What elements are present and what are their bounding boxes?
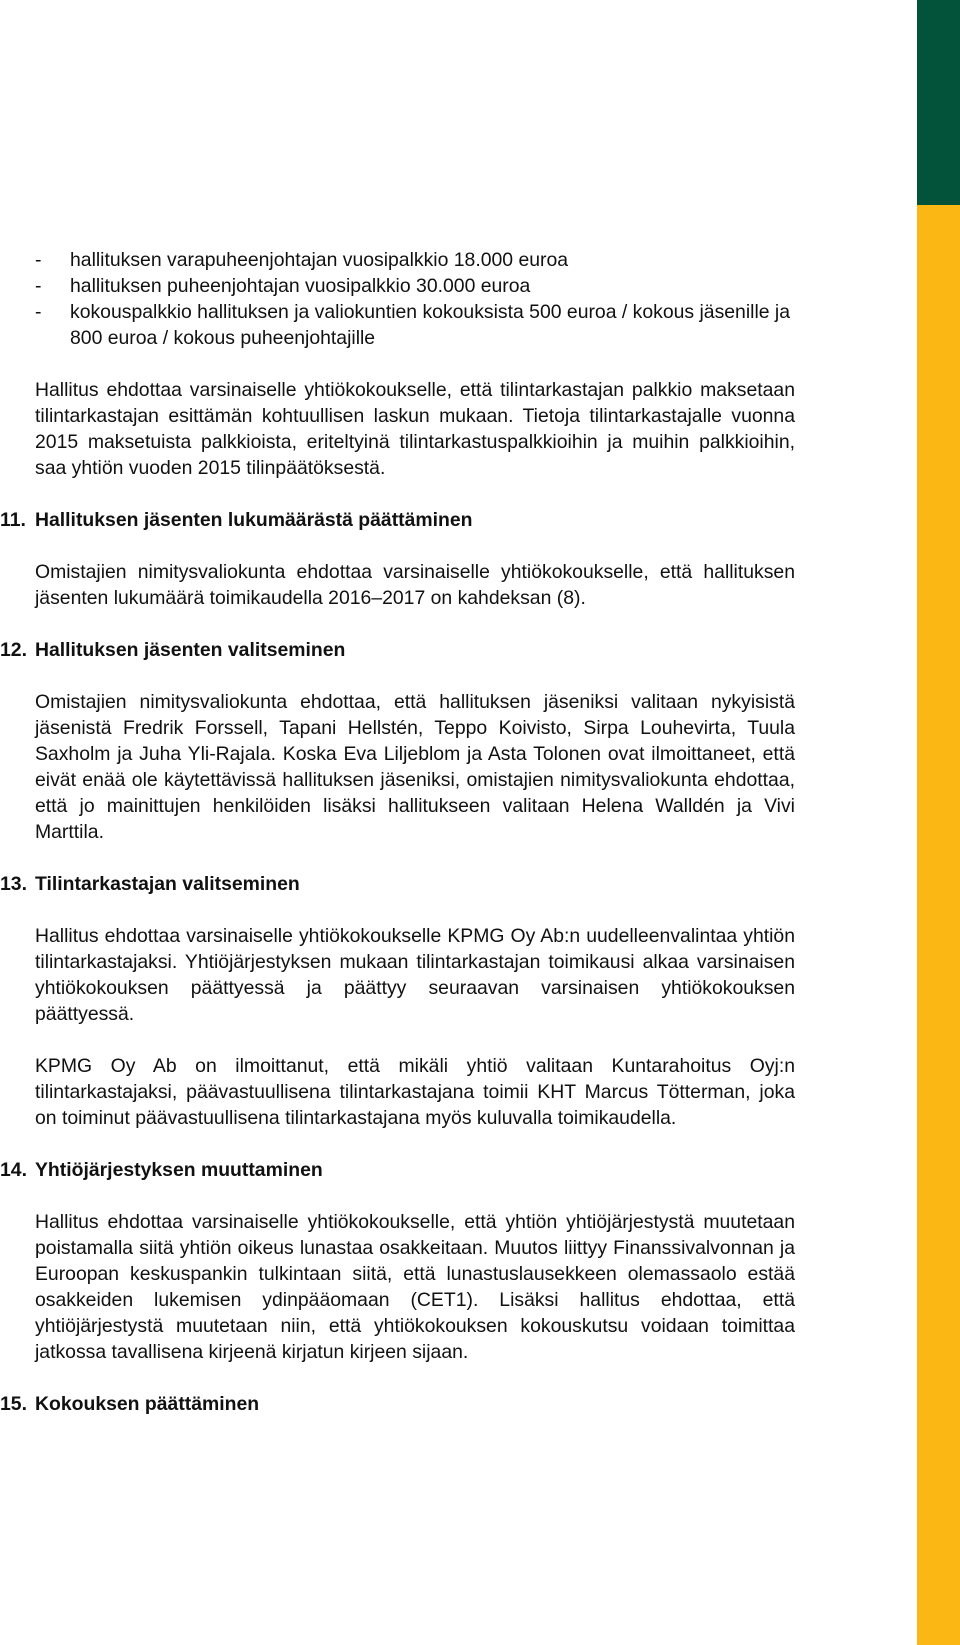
section-paragraph: KPMG Oy Ab on ilmoittanut, että mikäli yhtiö valitaan Kuntarahoitus Oyj:n tilintarkastajaksi, päävastuullisena tilintarkastajana toimii KHT Marcus Tötterman, joka on toiminut päävastuullisena tilintarkastajana myös kuluvalla toimikaudella. bbox=[35, 1055, 795, 1129]
brand-stripe-green bbox=[917, 0, 960, 205]
section-heading-15 bbox=[0, 1391, 795, 1417]
section-paragraph: Omistajien nimitysvaliokunta ehdottaa, että hallituksen jäseniksi valitaan nykyisistä jäsenistä Fredrik Forssell, Tapani Hellstén, Teppo Koivisto, Sirpa Louhevirta, Tuula Saxholm ja Juha Yli-Rajala. Koska Eva Liljeblom ja Asta Tolonen ovat ilmoittaneet, että eivät enää ole käytettävissä hallituksen jäseniksi, omistajien nimitysvaliokunta ehdottaa, että jo mainittujen henkilöiden lisäksi hallitukseen valitaan Helena Walldén ja Vivi Marttila. bbox=[35, 691, 795, 843]
section-number: 14. bbox=[0, 1159, 27, 1181]
section-paragraph: Hallitus ehdottaa varsinaiselle yhtiökokoukselle KPMG Oy Ab:n uudelleenvalintaa yhtiön tilintarkastajaksi. Yhtiöjärjestyksen mukaan tilintarkastajan toimikausi alkaa varsinaisen yhtiökokouksen päättyessä ja päättyy seuraavan varsinaisen yhtiökokouksen päättyessä. bbox=[35, 925, 795, 1025]
section-heading-11 bbox=[0, 507, 795, 533]
dash-bullet: - bbox=[35, 275, 42, 297]
section-heading-14 bbox=[0, 1157, 795, 1183]
auditor-fee-paragraph: Hallitus ehdottaa varsinaiselle yhtiökokoukselle, että tilintarkastajan palkkio maksetaan tilintarkastajan esittämän kohtuullisen laskun mukaan. Tietoja tilintarkastajalle vuonna 2015 maksetuista palkkioista, eriteltyinä tilintarkastuspalkkioihin ja muihin palkkioihin, saa yhtiön vuoden 2015 tilinpäätöksestä. bbox=[35, 379, 795, 479]
section-number: 15. bbox=[0, 1393, 27, 1415]
section-number: 13. bbox=[0, 873, 27, 895]
section-title: Hallituksen jäsenten lukumäärästä päättäminen bbox=[35, 509, 473, 531]
section-heading-12 bbox=[0, 637, 795, 663]
dash-bullet: - bbox=[35, 301, 42, 323]
section-number: 12. bbox=[0, 639, 27, 661]
section-title: Hallituksen jäsenten valitseminen bbox=[35, 639, 346, 661]
section-title: Kokouksen päättäminen bbox=[35, 1393, 260, 1415]
section-paragraph: Hallitus ehdottaa varsinaiselle yhtiökokoukselle, että yhtiön yhtiöjärjestystä muutetaan poistamalla siitä yhtiön oikeus lunastaa osakkeitaan. Muutos liittyy Finanssivalvonnan ja Euroopan keskuspankin tulkintaan siitä, että lunastuslausekkeen olemassaolo estää osakkeiden lukemisen ydinpääomaan (CET1). Lisäksi hallitus ehdottaa, että yhtiöjärjestystä muutetaan niin, että yhtiökokouksen kokouskutsu voidaan toimittaa jatkossa tavallisena kirjeenä kirjatun kirjeen sijaan. bbox=[35, 1211, 795, 1363]
section-title: Tilintarkastajan valitseminen bbox=[35, 873, 300, 895]
list-item: - hallituksen varapuheenjohtajan vuosipalkkio 18.000 euroa bbox=[35, 249, 569, 271]
section-number: 11. bbox=[0, 509, 26, 531]
section-title: Yhtiöjärjestyksen muuttaminen bbox=[35, 1159, 323, 1181]
list-item: - kokouspalkkio hallituksen ja valiokuntien kokouksista 500 euroa / kokous jäsenille ja 800 euroa / kokous puheenjohtajille bbox=[35, 301, 791, 349]
fee-list bbox=[35, 247, 795, 351]
section-heading-13 bbox=[0, 871, 795, 897]
brand-stripe-yellow bbox=[917, 205, 960, 1645]
list-item: - hallituksen puheenjohtajan vuosipalkkio 30.000 euroa bbox=[35, 275, 531, 297]
document-body bbox=[0, 247, 795, 1417]
dash-bullet: - bbox=[35, 249, 42, 271]
section-paragraph: Omistajien nimitysvaliokunta ehdottaa varsinaiselle yhtiökokoukselle, että hallituksen jäsenten lukumäärä toimikaudella 2016–2017 on kahdeksan (8). bbox=[35, 561, 795, 609]
